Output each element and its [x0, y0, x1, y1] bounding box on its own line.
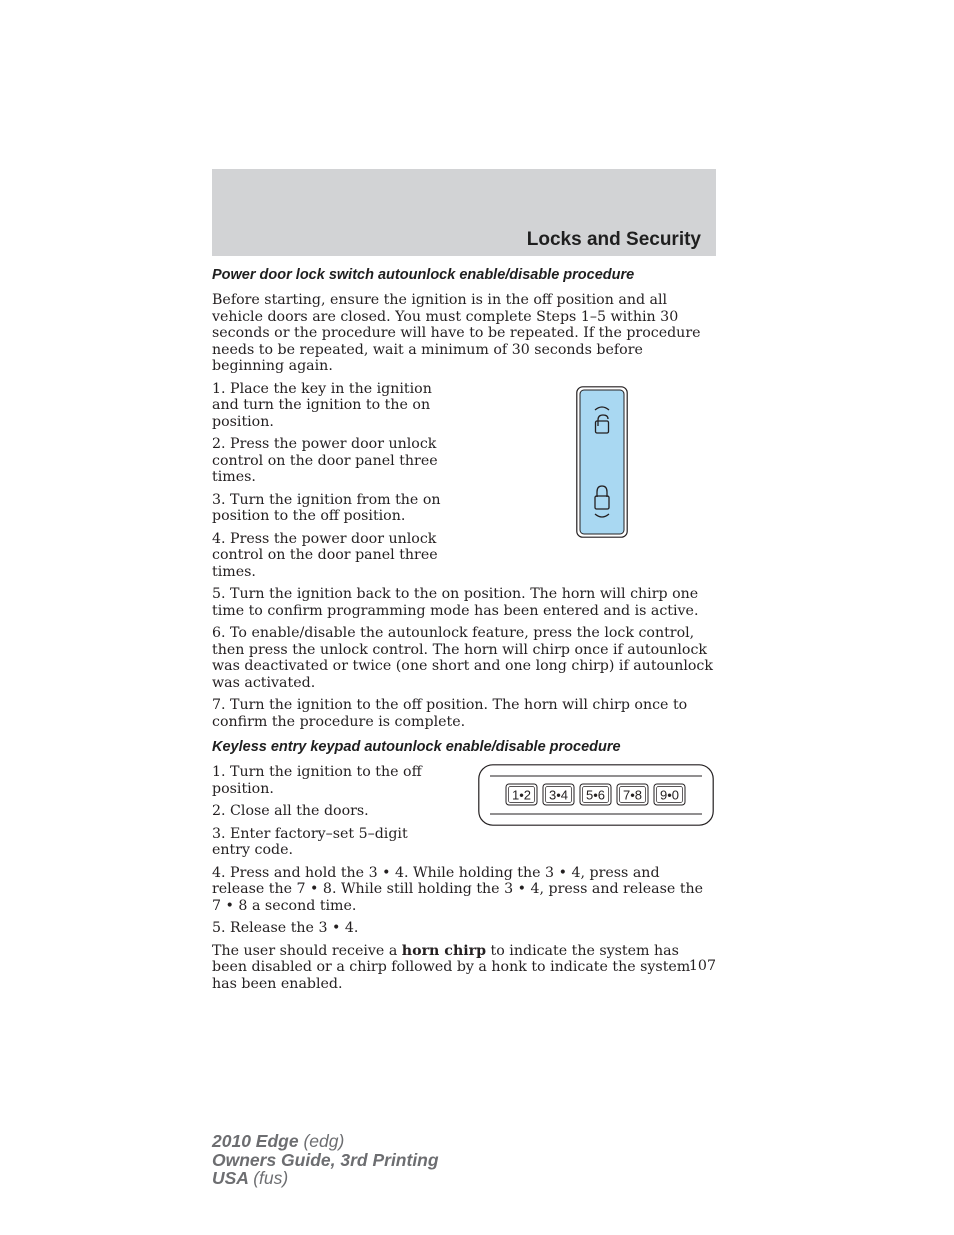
step-item: 3. Enter factory–set 5–digit entry code. [212, 825, 408, 858]
steps-with-switch-figure [212, 381, 716, 587]
step-item: 1. Place the key in the ignition and turn the ignition to the on position. [212, 380, 432, 430]
step-item: 5. Release the 3 • 4. [212, 920, 359, 936]
step-item: 7. Turn the ignition to the off position. The horn will chirp once to confirm the procedure is complete. [212, 697, 688, 730]
keypad-key [506, 784, 537, 805]
step-item: 4. Press and hold the 3 • 4. While holding the 3 • 4, press and release the 7 • 8. While still holding the 3 • 4, press and release the 7 • 8 a second time. [212, 864, 704, 914]
footer-region: USA [212, 1168, 249, 1188]
page-content [212, 266, 716, 998]
keypad-key-label: 5•6 [585, 787, 606, 803]
section-heading-keyless-entry: Keyless entry keypad autounlock enable/disable procedure [212, 739, 621, 755]
footer-model: 2010 Edge [212, 1131, 299, 1151]
step-item: 4. Press the power door unlock control on the door panel three times. [212, 530, 438, 580]
steps-with-keypad-figure [212, 764, 716, 865]
keypad-key-label: 7•8 [622, 787, 643, 803]
horn-chirp-emphasis: horn chirp [401, 942, 487, 959]
door-lock-switch-illustration [576, 386, 628, 538]
intro-paragraph: Before starting, ensure the ignition is in the off position and all vehicle doors are closed. You must complete Steps 1–5 within 30 seconds or the procedure will have to be repeated. If the procedure needs to be repeated, wait a minimum of 30 seconds before beginning again. [212, 292, 701, 374]
footer-region-code: (fus) [253, 1168, 289, 1188]
keypad-key [617, 784, 648, 805]
step-item: 2. Press the power door unlock control on the door panel three times. [212, 436, 438, 485]
keypad-key [543, 784, 574, 805]
header-band [212, 169, 716, 256]
keypad-key-label: 3•4 [548, 787, 569, 803]
keypad-key [654, 784, 685, 805]
keypad-illustration [478, 764, 714, 826]
closing-paragraph: The user should receive a horn chirp to indicate the system has been disabled or a chirp followed by a honk to indicate the system has been enabled. [212, 942, 691, 992]
step-item: 1. Turn the ignition to the off position. [212, 764, 422, 797]
step-item: 5. Turn the ignition back to the on position. The horn will chirp one time to confirm programming mode has been entered and is active. [212, 586, 699, 619]
step-item: 6. To enable/disable the autounlock feature, press the lock control, then press the unlock control. The horn will chirp once if autounlock was deactivated or twice (one short and one long chirp) if autounlock was activated. [212, 625, 713, 691]
step-item: 3. Turn the ignition from the on position to the off position. [212, 491, 441, 524]
section-title: Locks and Security [526, 229, 701, 250]
footer-model-code: (edg) [303, 1131, 345, 1151]
footer-guide: Owners Guide, 3rd Printing [212, 1149, 439, 1170]
footer [212, 1132, 439, 1188]
keypad-key [580, 784, 611, 805]
page-number: 107 [688, 958, 716, 974]
keypad-key-label: 1•2 [511, 787, 532, 803]
step-item: 2. Close all the doors. [212, 803, 369, 819]
keypad-key-label: 9•0 [659, 787, 680, 803]
section-heading-power-door-lock: Power door lock switch autounlock enable/disable procedure [212, 267, 635, 283]
